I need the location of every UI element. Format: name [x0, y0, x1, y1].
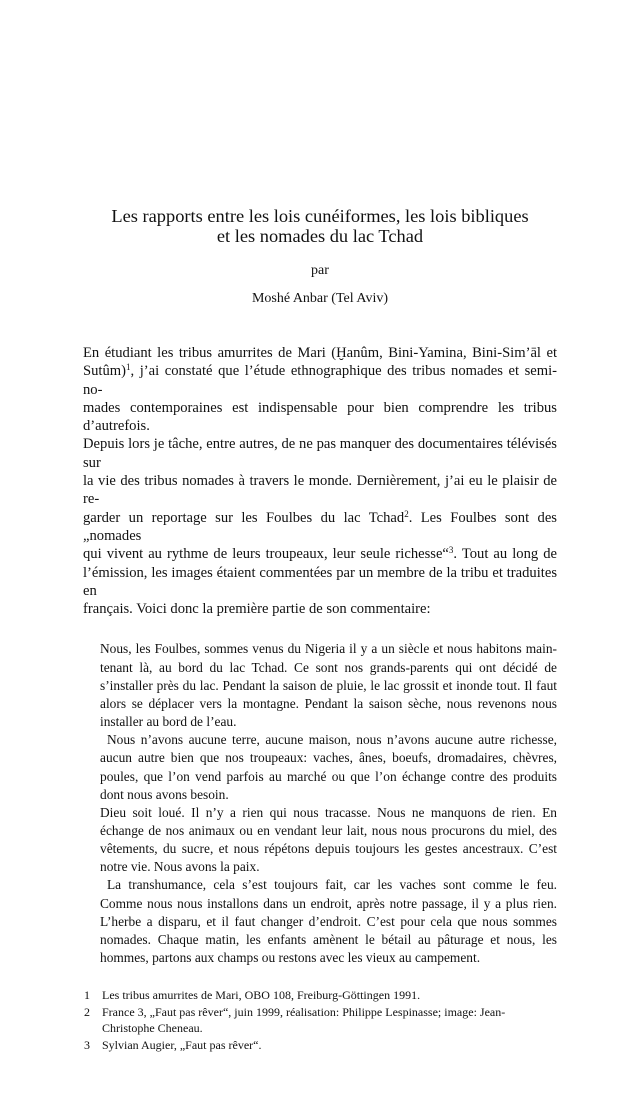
intro-text: . Tout au long de [453, 546, 558, 563]
intro-line: l’émission, les images étaient commentées par un membre de la tribu et traduites en [83, 564, 557, 599]
quote-line: échange de nos animaux ou en vendant leur lait, nous nous procurons du miel, des [100, 823, 557, 839]
intro-text: garder un reportage sur les Foulbes du lac Tchad [83, 509, 405, 526]
article-title [60, 206, 580, 246]
footnote-2 [84, 1004, 556, 1037]
quote-line: tenant là, au bord du lac Tchad. Ce sont nos grands-parents qui ont décidé de [100, 659, 557, 675]
quote-line: alors se déplacer vers la montagne. Pendant la saison sèche, nous revenons nous [100, 695, 557, 711]
footnote-number: 2 [84, 1004, 90, 1019]
intro-text: Sutûm) [83, 363, 126, 380]
intro-line [83, 362, 557, 399]
quote-line: L’herbe a disparu, et il faut changer d’endroit. C’est pour cela que nous sommes [100, 913, 557, 929]
quote-line: aucun autre bien que nos troupeaux: vaches, ânes, boeufs, dromadaires, chèvres, [100, 750, 557, 766]
intro-paragraph [83, 344, 557, 618]
quote-line: Nous, les Foulbes, sommes venus du Nigeria il y a un siècle et nous habitons main- [100, 641, 557, 657]
intro-line: la vie des tribus nomades à travers le monde. Dernièrement, j’ai eu le plaisir de re- [83, 473, 557, 508]
intro-text: . Les Foulbes sont des „nomades [83, 509, 557, 544]
intro-line: français. Voici donc la première partie de son commentaire: [83, 601, 431, 618]
quote-line: Dieu soit loué. Il n’y a rien qui nous tracasse. Nous ne manquons de rien. En [100, 804, 557, 820]
footnote-ref-3[interactable]: 3 [448, 545, 454, 556]
footnote-ref-1[interactable]: 1 [125, 362, 131, 373]
quote-line: s’installer près du lac. Pendant la saison de pluie, le lac grossit et inonde tout. Il faut [100, 677, 557, 693]
intro-text: qui vivent au rythme de leurs troupeaux, leur seule richesse“ [83, 546, 449, 563]
byline-par: par [311, 263, 329, 278]
intro-line [83, 509, 557, 546]
quote-line: hommes, partons aux champs ou restons avec les vieux au campement. [100, 950, 481, 966]
intro-line: En étudiant les tribus amurrites de Mari (Ḫanûm, Bini-Yamina, Bini-Sim’āl et [83, 345, 557, 361]
intro-text: , j’ai constaté que l’étude ethnographique des tribus nomades et semi-no- [83, 363, 557, 398]
intro-line: mades contemporaines est indispensable pour bien comprendre les tribus d’autrefois. [83, 399, 557, 435]
quote-line: Comme nous nous installons dans un endroit, après notre passage, il y a plus rien. [100, 895, 557, 911]
title-line-2: et les nomades du lac Tchad [216, 226, 424, 246]
footnote-text: Sylvian Augier, „Faut pas rêver“. [102, 1038, 262, 1053]
author-name: Moshé Anbar (Tel Aviv) [251, 291, 388, 306]
quote-line: installer au bord de l’eau. [100, 714, 237, 730]
quote-line: dont nous avons besoin. [100, 786, 229, 802]
footnote-3 [84, 1037, 556, 1054]
footnote-text: France 3, „Faut pas rêver“, juin 1999, réalisation: Philippe Lespinasse; image: Jean-Christophe Cheneau. [102, 1004, 506, 1036]
footnote-1 [84, 987, 556, 1004]
footnote-number: 3 [84, 1038, 90, 1053]
quote-line: poules, que l’on vend parfois au marché ou que l’on échange contre des produits [100, 768, 557, 784]
intro-line [83, 545, 557, 563]
title-line-1: Les rapports entre les lois cunéiformes, les lois bibliques [111, 206, 529, 226]
quote-line: notre vie. Nous avons la paix. [100, 859, 260, 875]
quote-line: vêtements, du sucre, et nous répétons depuis toujours les gestes ancestraux. C’est [100, 841, 557, 857]
intro-line: Depuis lors je tâche, entre autres, de ne pas manquer des documentaires télévisés sur [83, 436, 557, 471]
quote-line: La transhumance, cela s’est toujours fait, car les vaches sont comme le feu. [107, 877, 557, 893]
footnote-number: 1 [84, 988, 90, 1003]
quote-line: nomades. Chaque matin, les enfants amènent le bétail au pâturage et nous, les [100, 931, 557, 947]
footnotes [84, 987, 556, 1093]
footnote-ref-2[interactable]: 2 [404, 508, 409, 519]
footnote-text: Les tribus amurrites de Mari, OBO 108, Freiburg-Göttingen 1991. [102, 988, 421, 1003]
quoted-commentary [100, 640, 557, 967]
quote-line: Nous n’avons aucune terre, aucune maison, nous n’avons aucune autre richesse, [107, 732, 557, 748]
